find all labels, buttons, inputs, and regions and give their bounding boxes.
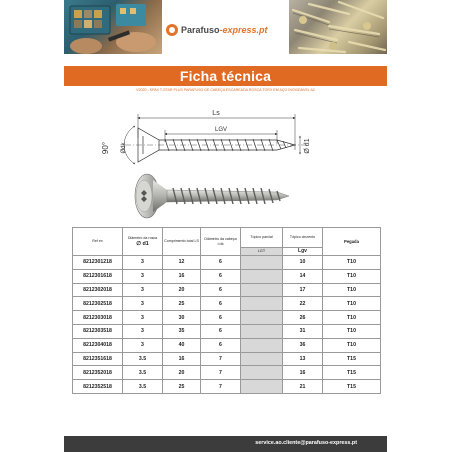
- cell-ls: 40: [163, 338, 201, 352]
- cell-dk: 6: [201, 297, 241, 311]
- cell-ls: 20: [163, 283, 201, 297]
- cell-ref: 8212352018: [73, 366, 123, 380]
- logo-icon: [166, 24, 178, 36]
- cell-lgv: 22: [283, 297, 323, 311]
- spec-table: [72, 227, 381, 394]
- table-row: [73, 311, 381, 325]
- cell-d1: 3.5: [123, 366, 163, 380]
- cell-d1: 3: [123, 324, 163, 338]
- cell-lgv: 21: [283, 380, 323, 394]
- cell-drive: T10: [323, 269, 381, 283]
- cell-drive: T10: [323, 324, 381, 338]
- lgv-label: LGV: [214, 127, 228, 133]
- cell-d1: 3: [123, 297, 163, 311]
- cell-ls: 25: [163, 297, 201, 311]
- cell-lgv: 17: [283, 283, 323, 297]
- cell-d1: 3: [123, 269, 163, 283]
- tools-photo: [64, 0, 162, 54]
- table-row: [73, 297, 381, 311]
- screw-technical-drawing: [95, 98, 355, 220]
- cell-lgt: [241, 324, 283, 338]
- cell-ref: 8212304018: [73, 338, 123, 352]
- cell-lgt: [241, 297, 283, 311]
- cell-ref: 8212351618: [73, 352, 123, 366]
- cell-dk: 6: [201, 324, 241, 338]
- cell-d1: 3: [123, 256, 163, 270]
- table-row: [73, 380, 381, 394]
- cell-drive: T15: [323, 352, 381, 366]
- cell-lgt: [241, 366, 283, 380]
- brand-name: Parafuso: [181, 25, 220, 35]
- cell-lgv: 14: [283, 269, 323, 283]
- product-description: V2020 - SPAX T-STAR PLUS PARAFUSO DE CABEÇA ESCAREADA ROSCA TORX EM AÇO INOXIDÁVEL A2: [136, 88, 315, 92]
- screws-photo: [289, 0, 387, 54]
- cell-ls: 35: [163, 324, 201, 338]
- table-row: [73, 283, 381, 297]
- col-head-diameter: Diâmetro da cabeça ∅dk: [201, 228, 241, 256]
- title-band: [64, 66, 387, 86]
- cell-lgv: 26: [283, 311, 323, 325]
- screw-photo: [135, 174, 289, 218]
- cell-drive: T10: [323, 283, 381, 297]
- cell-lgt: [241, 256, 283, 270]
- page-title: Ficha técnica: [179, 68, 272, 84]
- cell-ref: 8212303518: [73, 324, 123, 338]
- angle-label: 90°: [101, 141, 110, 155]
- cell-ls: 16: [163, 352, 201, 366]
- cell-dk: 7: [201, 352, 241, 366]
- col-lgt: LGT: [241, 248, 283, 256]
- cell-dk: 7: [201, 380, 241, 394]
- cell-d1: 3.5: [123, 352, 163, 366]
- cell-lgv: 13: [283, 352, 323, 366]
- cell-d1: 3: [123, 311, 163, 325]
- cell-ref: 8212303018: [73, 311, 123, 325]
- cell-lgt: [241, 380, 283, 394]
- cell-lgv: 36: [283, 338, 323, 352]
- cell-ls: 30: [163, 311, 201, 325]
- cell-ref: 8212352518: [73, 380, 123, 394]
- cell-lgt: [241, 338, 283, 352]
- cell-lgt: [241, 269, 283, 283]
- table-header-row: [73, 228, 381, 248]
- table-row: [73, 352, 381, 366]
- col-total-length: Comprimento total LS: [163, 228, 201, 256]
- cell-lgt: [241, 283, 283, 297]
- cell-drive: T10: [323, 256, 381, 270]
- cell-lgt: [241, 311, 283, 325]
- col-partial-thread: Tópico parcial: [241, 228, 283, 248]
- support-email-link[interactable]: service.ao.cliente@parafuso-express.pt: [255, 440, 357, 446]
- cell-lgv: 16: [283, 366, 323, 380]
- table-row: [73, 338, 381, 352]
- cell-dk: 7: [201, 366, 241, 380]
- cell-d1: 3: [123, 283, 163, 297]
- header-banner: [64, 0, 387, 54]
- col-ref: Ref ex: [73, 228, 123, 256]
- cell-lgt: [241, 352, 283, 366]
- footer-bar: [64, 436, 387, 452]
- cell-ref: 8212302018: [73, 283, 123, 297]
- table-row: [73, 269, 381, 283]
- table-row: [73, 366, 381, 380]
- brand-logo[interactable]: [166, 22, 290, 38]
- cell-d1: 3: [123, 338, 163, 352]
- cell-lgv: 10: [283, 256, 323, 270]
- cell-drive: T10: [323, 338, 381, 352]
- col-drive: Pegada: [323, 228, 381, 256]
- cell-ref: 8212301618: [73, 269, 123, 283]
- table-body: [73, 256, 381, 394]
- cell-ls: 12: [163, 256, 201, 270]
- cell-dk: 6: [201, 283, 241, 297]
- cell-d1: 3.5: [123, 380, 163, 394]
- cell-lgv: 31: [283, 324, 323, 338]
- col-lgv: Lgv: [283, 248, 323, 256]
- cell-ls: 25: [163, 380, 201, 394]
- ls-label: Ls: [212, 110, 220, 117]
- cell-dk: 6: [201, 311, 241, 325]
- cell-drive: T15: [323, 366, 381, 380]
- head-diameter-label: Ødk: [121, 142, 127, 154]
- cell-dk: 6: [201, 256, 241, 270]
- col-thread-length: Tópico cinzento: [283, 228, 323, 248]
- cell-ref: 8212302518: [73, 297, 123, 311]
- table-row: [73, 324, 381, 338]
- table-row: [73, 256, 381, 270]
- thread-diameter-label: Ø d1: [304, 138, 311, 154]
- cell-dk: 6: [201, 269, 241, 283]
- cell-drive: T15: [323, 380, 381, 394]
- brand-domain: -express.pt: [219, 25, 268, 35]
- cell-ls: 20: [163, 366, 201, 380]
- cell-ls: 16: [163, 269, 201, 283]
- cell-drive: T10: [323, 311, 381, 325]
- screw-outline: [125, 128, 307, 162]
- cell-drive: T10: [323, 297, 381, 311]
- cell-ref: 8212301218: [73, 256, 123, 270]
- cell-dk: 6: [201, 338, 241, 352]
- col-thread-diameter: Diâmetro da rosca ∅ d1: [123, 228, 163, 256]
